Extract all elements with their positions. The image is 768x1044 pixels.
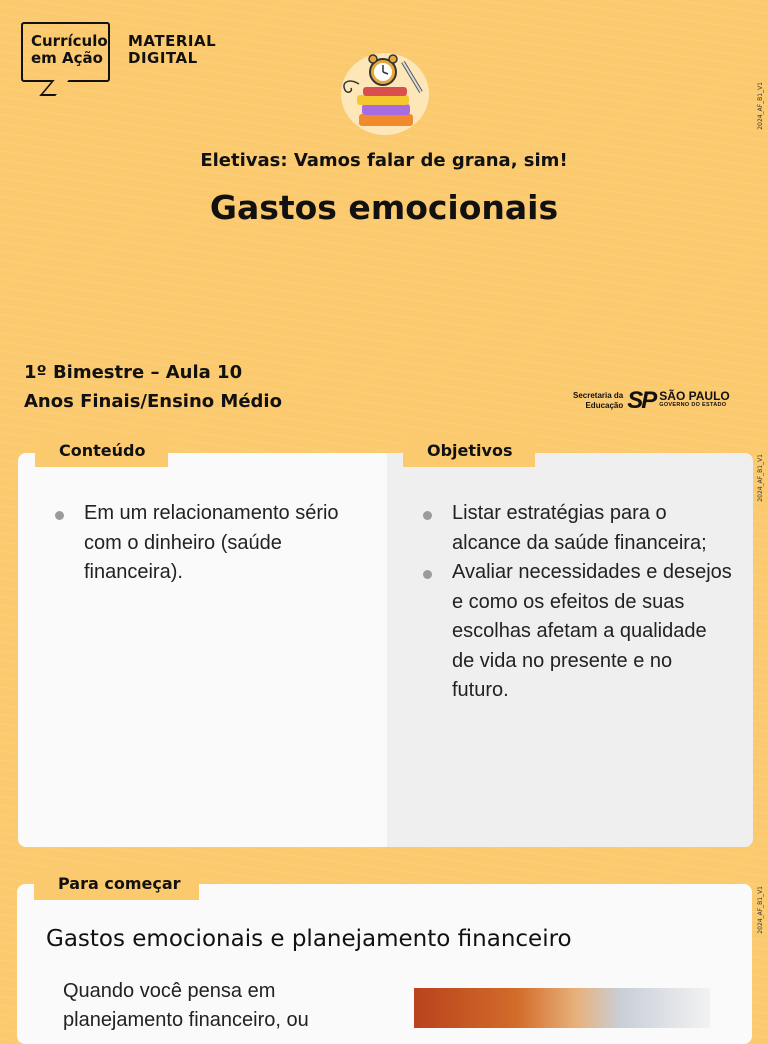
material-digital-logo [128,33,216,67]
logo-line1: Currículo [31,32,108,50]
side-code-top: 2024_AF_B1_V1 [757,82,764,130]
books-clock-illustration-icon [335,48,435,136]
list-item: Em um relacionamento sério com o dinheiro (saúde financeira). [54,499,364,588]
conteudo-list [54,499,364,588]
side-code-bottom: 2024_AF_B1_V1 [757,886,764,934]
lesson-audience: Anos Finais/Ensino Médio [24,391,282,412]
intro-paragraph: Quando você pensa em planejamento financeiro, ou [63,980,309,1031]
material-line1: MATERIAL [128,32,217,50]
material-line2: DIGITAL [128,49,198,67]
objetivos-list [422,499,732,706]
section-heading: Gastos emocionais e planejamento financeiro [46,926,572,952]
secretaria-line2: Educação [585,401,624,410]
sp-mark: SP [627,387,656,414]
lesson-meta [24,358,282,416]
speech-bubble-tail-icon [39,80,68,96]
sao-paulo-government-logo [573,388,730,414]
lesson-period: 1º Bimestre – Aula 10 [24,362,243,383]
state-name [659,389,730,410]
objetivos-tab-label: Objetivos [403,434,535,467]
state-name-sub: GOVERNO DO ESTADO [659,402,727,408]
curriculo-em-acao-logo [21,22,110,82]
list-item: Avaliar necessidades e desejos e como os efeitos de suas escolhas afetam a qualidade de vida no presente e no futuro. [422,558,732,706]
conteudo-tab-label: Conteúdo [35,434,168,467]
list-item: Listar estratégias para o alcance da saúde financeira; [422,499,732,558]
para-comecar-tab-label: Para começar [34,867,199,900]
state-name-main: SÃO PAULO [659,389,730,403]
course-subtitle: Eletivas: Vamos falar de grana, sim! [200,150,568,171]
page-title: Gastos emocionais [209,188,559,227]
side-code-middle: 2024_AF_B1_V1 [757,454,764,502]
secretaria-line1: Secretaria da [573,391,624,400]
logo-line2: em Ação [31,49,103,67]
secretaria-label [573,391,623,411]
person-photo [414,988,710,1028]
